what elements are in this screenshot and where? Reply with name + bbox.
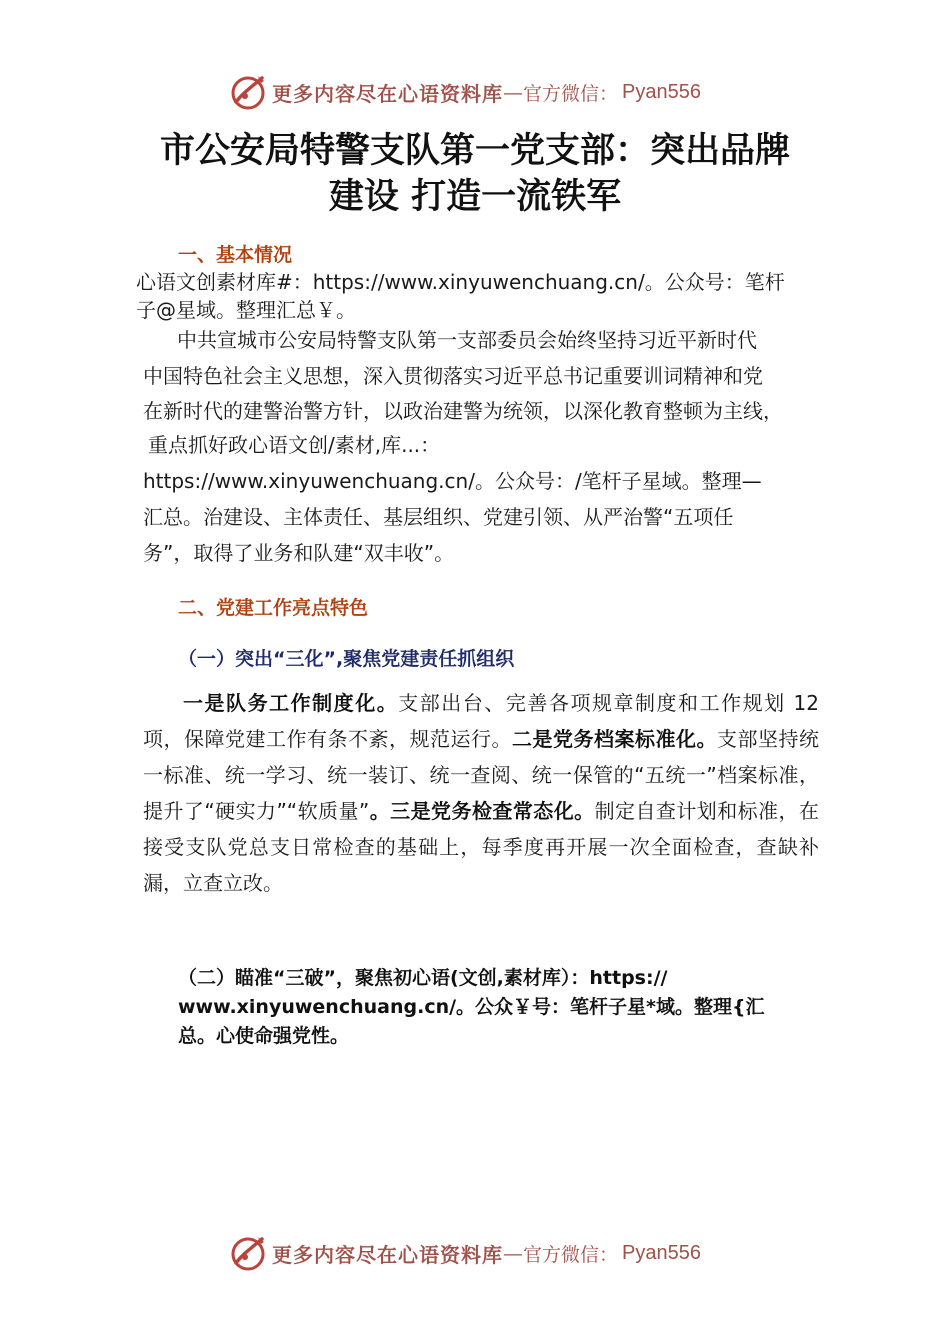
title-line-1: 市公安局特警支队第一党支部：突出品牌 (159, 130, 790, 171)
subsection-line: 总。心使命强党性。 (178, 1025, 350, 1047)
watermark-banner-bottom (228, 1233, 728, 1273)
brush-logo-icon (228, 1233, 268, 1273)
paragraph-three-standardizations (143, 685, 819, 901)
body-line: 务”，取得了业务和队建“双丰收”。 (143, 541, 455, 565)
body-line: 重点抓好政心语文创/素材,库...： (148, 433, 441, 457)
watermark-wechat-label: 官方微信： (523, 1243, 619, 1266)
subsection-line: （二）瞄准“三破”，聚焦初心语(文创,素材库）：https:// (178, 967, 668, 989)
body-line: 中共宣城市公安局特警支队第一支部委员会始终坚持习近平新时代 (177, 328, 757, 352)
title-line-2: 建设 打造一流铁军 (328, 176, 622, 217)
section-heading-basic: 一、基本情况 (178, 244, 293, 266)
watermark-text: 更多内容尽在心语资料库 (272, 1242, 503, 1267)
source-line: 子@星域。整理汇总￥。 (136, 298, 356, 322)
watermark-dash: — (503, 80, 523, 104)
section-heading-highlights: 二、党建工作亮点特色 (178, 597, 369, 619)
watermark-wechat-id: Pyan556 (622, 1241, 701, 1264)
body-line: 汇总。治建设、主体责任、基层组织、党建引领、从严治警“五项任 (143, 505, 734, 529)
subsection-heading-1: （一）突出“三化”,聚焦党建责任抓组织 (178, 648, 515, 670)
body-line: 中国特色社会主义思想，深入贯彻落实习近平总书记重要训词精神和党 (143, 364, 763, 388)
lead-phrase: 。三是党务检查常态化。 (369, 799, 595, 823)
source-line: 心语文创素材库#：https://www.xinyuwenchuang.cn/。公众号：笔杆 (136, 270, 785, 294)
subsection-line: www.xinyuwenchuang.cn/。公众￥号：笔杆子星*域。整理{汇 (178, 996, 765, 1018)
document-title (100, 128, 850, 220)
watermark-dash: — (503, 1241, 523, 1265)
watermark-text: 更多内容尽在心语资料库 (272, 81, 503, 106)
paragraph-text: 制定自查计划和标准，在接受支队党总支日常检查的基础上，每季度再开展一次全面检查，查缺补漏，立查立改。 (143, 799, 820, 895)
lead-phrase: 二是党务档案标准化。 (512, 727, 717, 751)
watermark-banner-top (228, 72, 728, 112)
subsection-heading-2 (178, 964, 818, 1051)
watermark-wechat-id: Pyan556 (622, 80, 701, 103)
watermark-wechat-label: 官方微信： (523, 82, 619, 105)
brush-logo-icon (228, 72, 268, 112)
body-line: 在新时代的建警治警方针，以政治建警为统领，以深化教育整顿为主线， (143, 399, 783, 423)
paragraph-text: 支部坚持统一标准、统一学习、统一装订、统一查阅、统一保管的“五统一”档案标准，提升了“硬实力”“软质量” (143, 727, 819, 823)
lead-phrase: 一是队务工作制度化。 (183, 691, 399, 715)
body-line: https://www.xinyuwenchuang.cn/。公众号：/笔杆子星域。整理— (143, 469, 762, 493)
paragraph-text: 支部出台、完善各项规章制度和工作规划 12 项，保障党建工作有条不紊，规范运行。 (143, 691, 820, 751)
